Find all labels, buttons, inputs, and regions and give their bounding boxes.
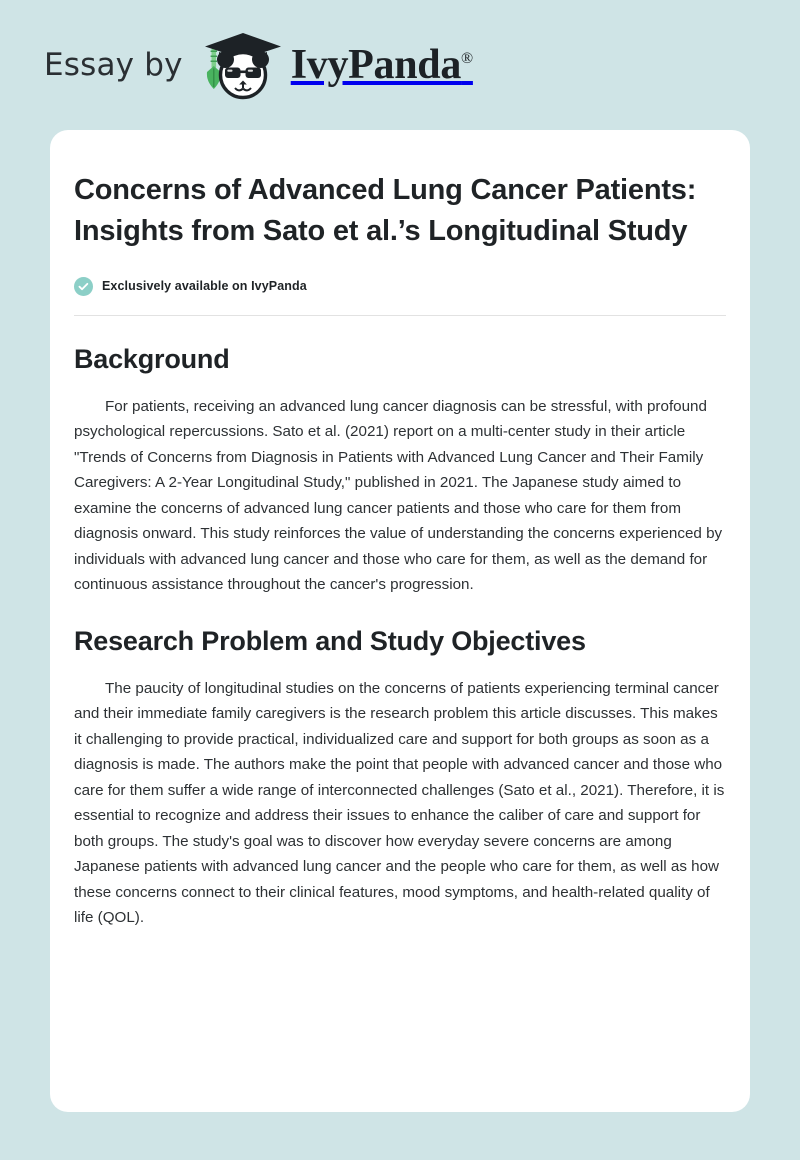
check-circle-icon bbox=[74, 277, 93, 296]
title-divider bbox=[74, 315, 726, 316]
status-badge bbox=[74, 277, 726, 296]
ivypanda-wordmark bbox=[291, 44, 473, 86]
section-heading: Background bbox=[74, 343, 230, 374]
section-paragraph: The paucity of longitudinal studies on the concerns of patients experiencing terminal cancer and their immediate family caregivers is the research problem this article discusses. This makes it challenging to provide practical, individualized care and support for both groups as soon as a diagnosis is made. The authors make the point that people with advanced cancer and those who care for them suffer a wide range of interconnected challenges (Sato et al., 2021). Therefore, it is essential to recognize and address their issues to enhance the caliber of care and support for both groups. The study's goal was to discover how everyday severe concerns are among Japanese patients with advanced lung cancer and the people who care for them, as well as how these concerns connect to their clinical features, mood symptoms, and health-related quality of life (QOL). bbox=[74, 679, 725, 927]
essay-card bbox=[50, 130, 750, 1112]
page-title: Concerns of Advanced Lung Cancer Patients: Insights from Sato et al.’s Longitudinal Study bbox=[74, 174, 697, 248]
status-badge-label: Exclusively available on IvyPanda bbox=[102, 279, 307, 294]
section-research-problem-and-study-objectives bbox=[74, 625, 726, 931]
registered-trademark-symbol: ® bbox=[461, 50, 473, 67]
essay-card-inner bbox=[74, 130, 726, 931]
section-background bbox=[74, 343, 726, 598]
ivypanda-logo-link[interactable] bbox=[197, 29, 473, 101]
section-heading: Research Problem and Study Objectives bbox=[74, 625, 586, 656]
section-paragraph: For patients, receiving an advanced lung cancer diagnosis can be stressful, with profound psychological repercussions. Sato et al. (2021) report on a multi-center study in their article "Trends of Concerns from Diagnosis in Patients with Advanced Lung Cancer and Their Family Caregivers: A 2-Year Longitudinal Study," published in 2021. The Japanese study aimed to examine the concerns of advanced lung cancer patients and those who care for them from diagnosis onward. This study reinforces the value of understanding the concerns experienced by individuals with advanced lung cancer and those who care for them, as well as the demand for continuous assistance throughout the cancer's progression. bbox=[74, 397, 723, 594]
wordmark-text: IvyPanda bbox=[290, 42, 462, 88]
essay-by-label: Essay by bbox=[44, 46, 183, 83]
brand-header bbox=[0, 0, 800, 130]
ivypanda-panda-graduate-logo-icon bbox=[197, 29, 289, 101]
